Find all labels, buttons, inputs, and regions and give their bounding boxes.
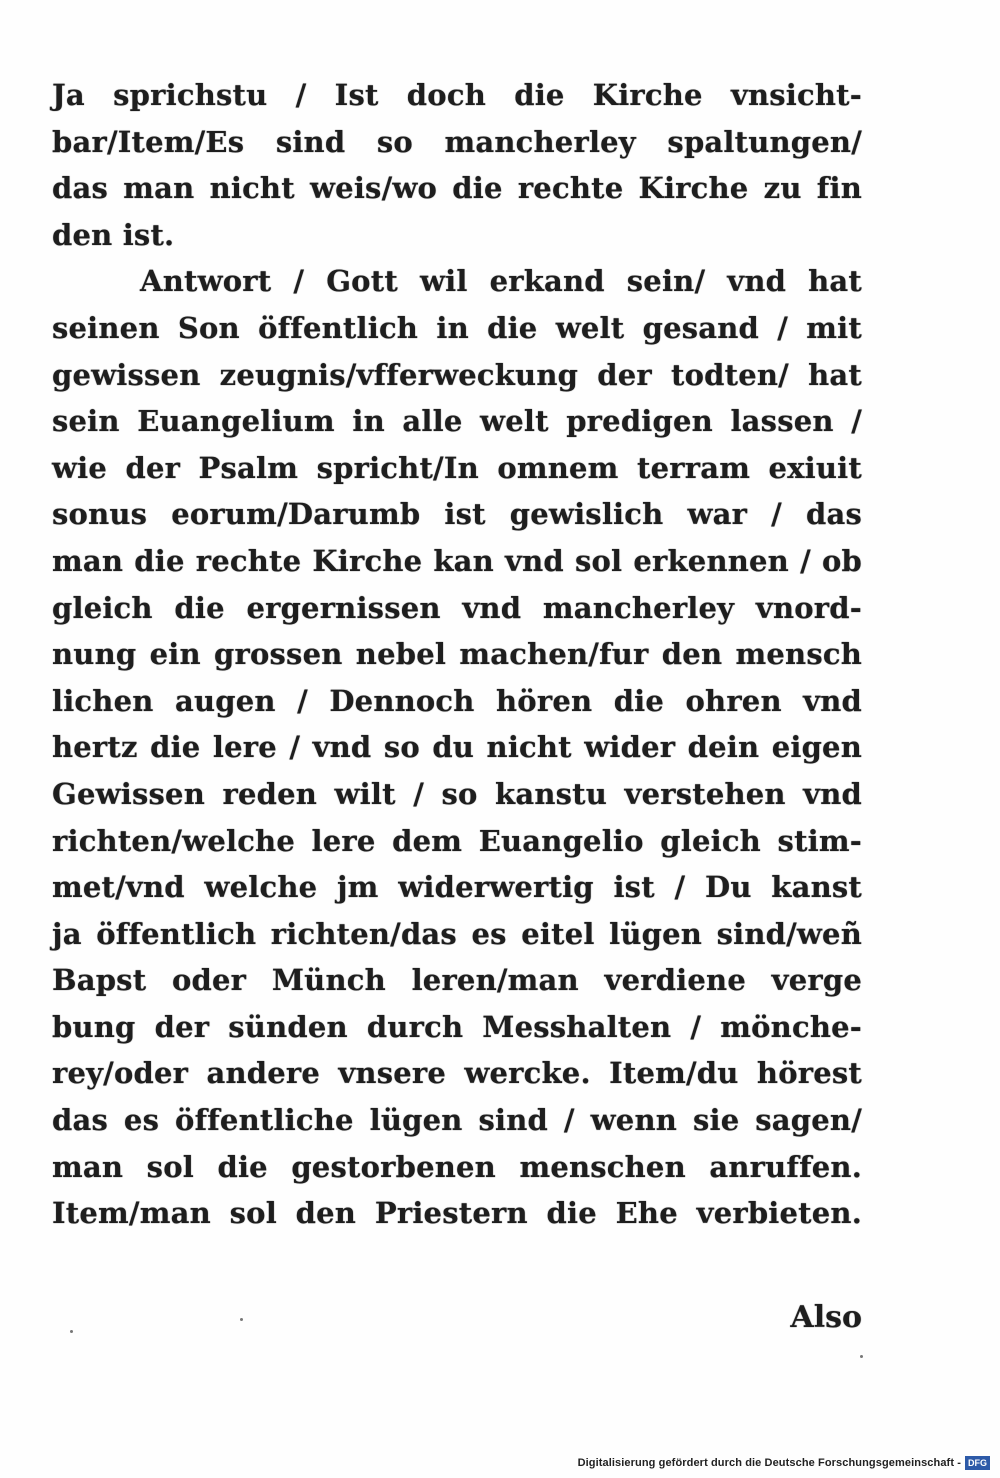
text-line: Ja sprichstu / Ist doch die Kirche vnsicht- <box>52 78 862 112</box>
text-line: bung der sünden durch Messhalten / mönche- <box>52 1009 862 1044</box>
text-line: rey/oder andere vnsere wercke. Item/du hörest <box>52 1056 862 1091</box>
text-line: gleich die ergernissen vnd mancherley vnord- <box>52 590 862 625</box>
print-speck <box>860 1355 863 1358</box>
text-line: sein Euangelium in alle welt predigen lassen / <box>52 404 862 439</box>
text-line: das man nicht weis/wo die rechte Kirche zu fin <box>52 171 862 206</box>
footer-credit: Digitalisierung gefördert durch die Deutsche Forschungsgemeinschaft - <box>577 1457 961 1469</box>
dfg-logo-icon: DFG <box>965 1456 990 1470</box>
text-line: den ist. <box>52 217 175 252</box>
digitization-footer <box>578 1456 990 1470</box>
text-line: lichen augen / Dennoch hören die ohren vnd <box>52 683 862 718</box>
text-line: Bapst oder Münch leren/man verdiene verge <box>52 963 862 998</box>
text-line: ja öffentlich richten/das es eitel lügen sind/weñ <box>52 916 862 951</box>
text-line: nung ein grossen nebel machen/fur den mensch <box>52 637 862 672</box>
text-line: Item/man sol den Priestern die Ehe verbieten. <box>52 1196 862 1231</box>
text-line: seinen Son öffentlich in die welt gesand / mit <box>52 310 862 345</box>
text-line: gewissen zeugnis/vfferweckung der todten/ hat <box>52 357 862 392</box>
text-line: man sol die gestorbenen menschen anruffen. <box>52 1149 862 1184</box>
text-line: Gewissen reden wilt / so kanstu verstehen vnd <box>52 776 862 811</box>
text-line: Antwort / Gott wil erkand sein/ vnd hat <box>140 264 862 299</box>
catchword: Also <box>790 1300 862 1335</box>
print-speck <box>240 1318 243 1321</box>
text-line: hertz die lere / vnd so du nicht wider dein eigen <box>52 730 862 765</box>
text-line: sonus eorum/Darumb ist gewislich war / das <box>52 497 862 532</box>
text-line: man die rechte Kirche kan vnd sol erkennen / ob <box>52 543 862 578</box>
text-line: met/vnd welche jm widerwertig ist / Du kanst <box>52 870 862 905</box>
text-line: das es öffentliche lügen sind / wenn sie sagen/ <box>52 1103 862 1138</box>
text-line: wie der Psalm spricht/In omnem terram exiuit <box>52 450 862 485</box>
print-speck <box>70 1330 73 1333</box>
text-line: richten/welche lere dem Euangelio gleich stim- <box>52 823 862 858</box>
text-line: bar/Item/Es sind so mancherley spaltungen/ <box>52 124 862 159</box>
page-text-block <box>52 72 862 1237</box>
